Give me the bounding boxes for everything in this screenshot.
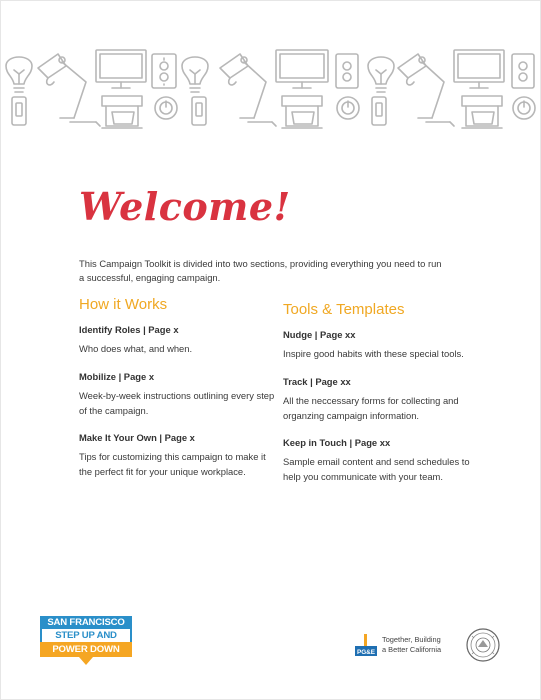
down-arrow-icon	[79, 657, 93, 665]
light-bulb-icon	[6, 57, 32, 92]
light-switch-icon	[192, 97, 206, 125]
list-item	[283, 376, 483, 423]
item-description: Sample email content and send schedules to help you communicate with your team.	[283, 456, 470, 482]
computer-monitor-icon	[96, 50, 146, 88]
light-switch-icon	[12, 97, 26, 125]
city-seal-icon	[466, 628, 500, 662]
tagline-line-2: a Better California	[382, 645, 442, 654]
logo-line-3: POWER DOWN	[40, 642, 132, 657]
coffee-maker-icon	[462, 96, 502, 128]
coffee-maker-icon	[102, 96, 142, 128]
wall-outlet-icon	[152, 54, 176, 88]
item-description: All the neccessary forms for collecting and organzing campaign information.	[283, 395, 459, 421]
list-item	[283, 437, 483, 484]
item-title: Keep in Touch | Page xx	[283, 437, 391, 449]
item-description: Inspire good habits with these special tools.	[283, 348, 464, 360]
item-title: Mobilize | Page x	[79, 370, 155, 382]
item-description: Tips for customizing this campaign to make it the perfect fit for your unique workplace.	[79, 451, 266, 477]
pge-logo	[355, 632, 377, 656]
welcome-title: Welcome!	[79, 184, 291, 229]
logo-line-2: STEP UP AND	[40, 629, 132, 642]
item-title: Nudge | Page xx	[283, 329, 356, 340]
intro-text: This Campaign Toolkit is divided into two sections, providing everything you need to run a successful, engaging campaign.	[79, 258, 442, 284]
section-title-tools-templates: Tools & Templates	[283, 301, 405, 318]
pge-tagline	[382, 635, 462, 655]
item-description: Who does what, and when.	[79, 343, 193, 355]
sf-step-up-power-down-logo	[40, 616, 132, 671]
logo-line-1: SAN FRANCISCO	[40, 616, 132, 629]
computer-monitor-icon	[454, 50, 504, 88]
wall-outlet-icon	[512, 54, 534, 88]
how-it-works-section	[79, 296, 279, 494]
list-item	[79, 432, 279, 479]
appliance-icon-banner	[0, 40, 541, 140]
wall-outlet-icon	[336, 54, 358, 88]
light-bulb-icon	[368, 57, 394, 92]
item-description: Week-by-week instructions outlining every step of the campaign.	[79, 390, 275, 416]
desk-lamp-icon	[220, 54, 276, 126]
list-item	[283, 329, 483, 362]
section-title-how-it-works: How it Works	[79, 296, 168, 313]
desk-lamp-icon	[38, 54, 100, 126]
light-bulb-icon	[182, 57, 208, 92]
list-item	[79, 324, 279, 357]
tools-templates-section	[283, 301, 483, 499]
power-button-icon	[155, 97, 177, 119]
item-title: Make It Your Own | Page x	[79, 432, 195, 444]
light-switch-icon	[372, 97, 386, 125]
computer-monitor-icon	[276, 50, 328, 88]
power-button-icon	[337, 97, 359, 119]
item-title: Identify Roles | Page x	[79, 324, 179, 335]
coffee-maker-icon	[282, 96, 322, 128]
pge-logo-text: PG&E	[356, 649, 376, 656]
tagline-line-1: Together, Building	[382, 635, 441, 644]
desk-lamp-icon	[398, 54, 454, 126]
power-button-icon	[513, 97, 535, 119]
list-item	[79, 371, 279, 418]
item-title: Track | Page xx	[283, 375, 351, 387]
